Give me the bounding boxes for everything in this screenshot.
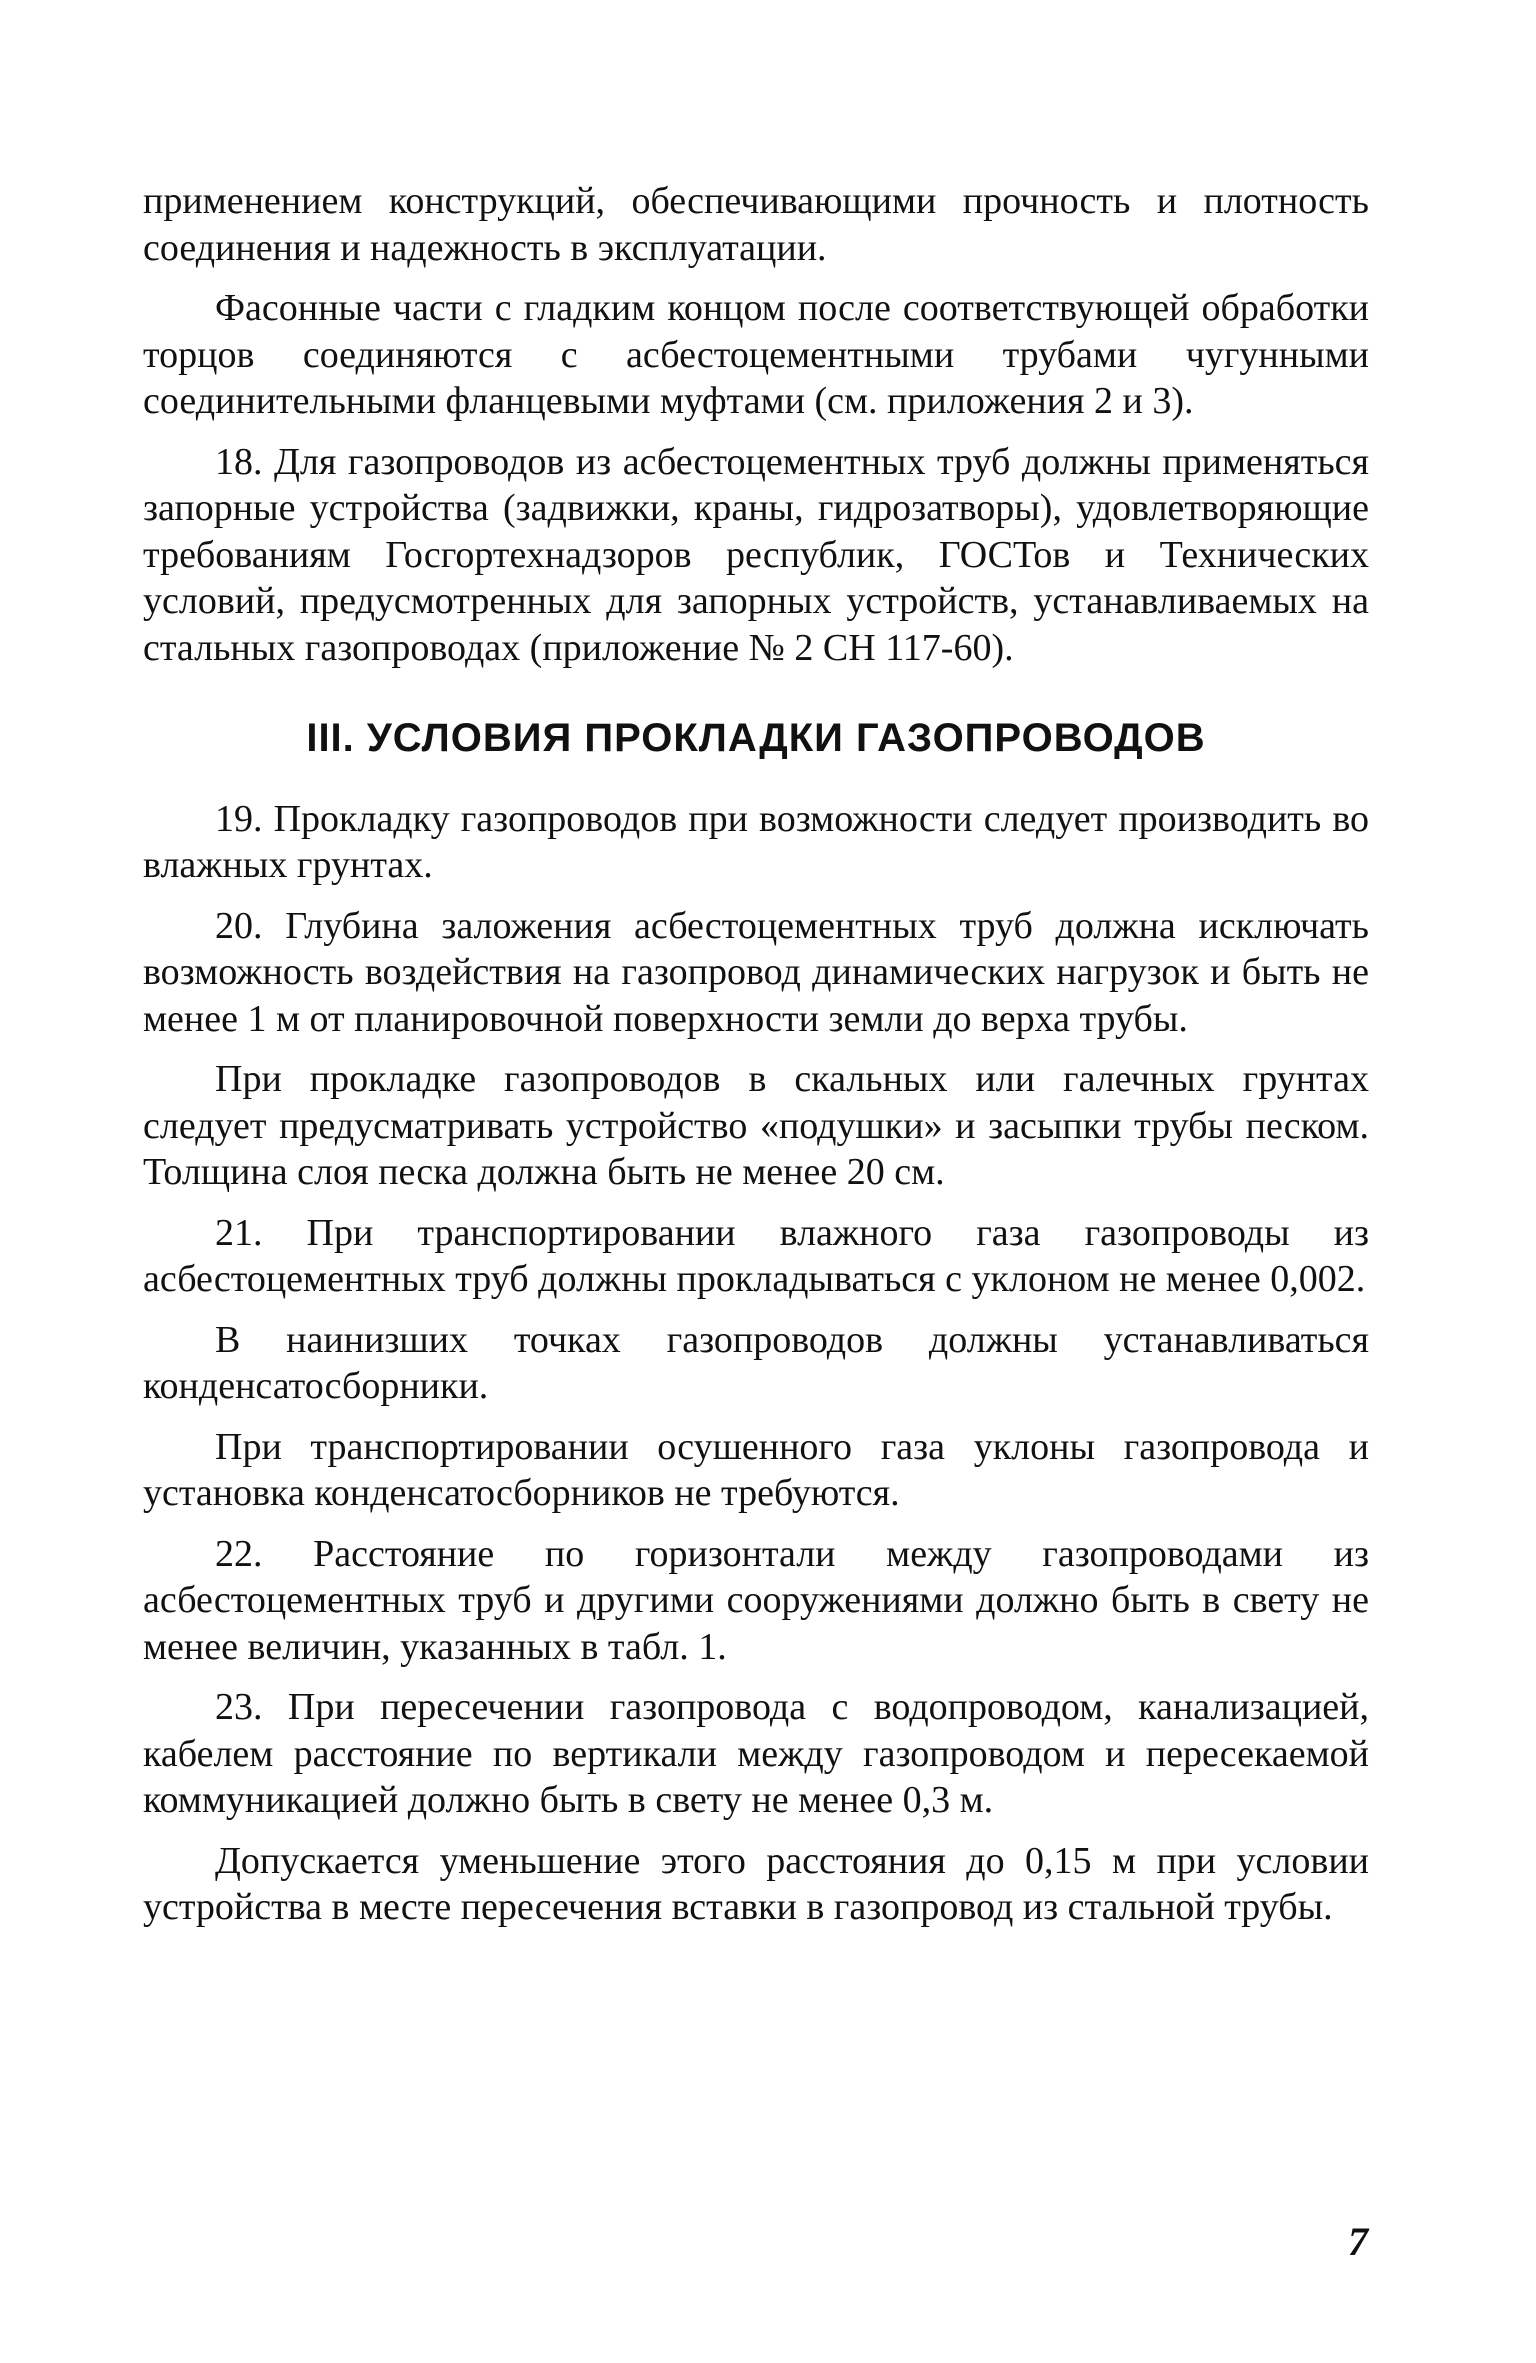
page-number: 7 [1348,2219,1368,2264]
paragraph-fittings: Фасонные части с гладким концом после соответствующей обработки торцов соединяются с асбестоцементными трубами чугунными соединительными фланцевыми муфтами (см. приложения 2 и 3). [143,287,1369,422]
paragraph-18: 18. Для газопроводов из асбестоцементных труб должны применяться запорные устройства (задвижки, краны, гидрозатворы), удовлетворяющие требованиям Госгортехнадзоров республик, ГОСТов и Технических условий, предусмотренных для запорных устройств, устанавливаемых на стальных газопроводах (приложение № 2 СН 117-60). [143,440,1369,669]
document-page [143,178,1369,1931]
paragraph-dried-gas: При транспортировании осушенного газа уклоны газопровода и установка конденсатосборников не требуются. [143,1425,1369,1514]
paragraph-rocky-soil: При прокладке газопроводов в скальных или галечных грунтах следует предусматривать устройство «подушки» и засыпки трубы песком. Толщина слоя песка должна быть не менее 20 см. [143,1058,1369,1193]
paragraph-22: 22. Расстояние по горизонтали между газопроводами из асбестоцементных труб и другими сооружениями должно быть в свету не менее величин, указанных в табл. 1. [143,1532,1369,1668]
paragraph-20: 20. Глубина заложения асбестоцементных труб должна исключать возможность воздействия на газопровод динамических нагрузок и быть не менее 1 м от планировочной поверхности земли до верха трубы. [143,904,1369,1040]
paragraph-23: 23. При пересечении газопровода с водопроводом, канализацией, кабелем расстояние по вертикали между газопроводом и пересекаемой коммуникацией должно быть в свету не менее 0,3 м. [143,1686,1369,1821]
section-heading: III. УСЛОВИЯ ПРОКЛАДКИ ГАЗОПРОВОДОВ [306,716,1206,760]
paragraph-21: 21. При транспортировании влажного газа газопроводы из асбестоцементных труб должны прокладываться с уклоном не менее 0,002. [143,1211,1369,1300]
paragraph-continuation: применением конструкций, обеспечивающими прочность и плотность соединения и надежность в эксплуатации. [143,180,1369,269]
paragraph-19: 19. Прокладку газопроводов при возможности следует производить во влажных грунтах. [143,797,1369,886]
paragraph-condensate-collectors: В наинизших точках газопроводов должны устанавливаться конденсатосборники. [143,1318,1369,1407]
paragraph-reduction-allowed: Допускается уменьшение этого расстояния до 0,15 м при условии устройства в месте пересечения вставки в газопровод из стальной трубы. [143,1839,1369,1928]
